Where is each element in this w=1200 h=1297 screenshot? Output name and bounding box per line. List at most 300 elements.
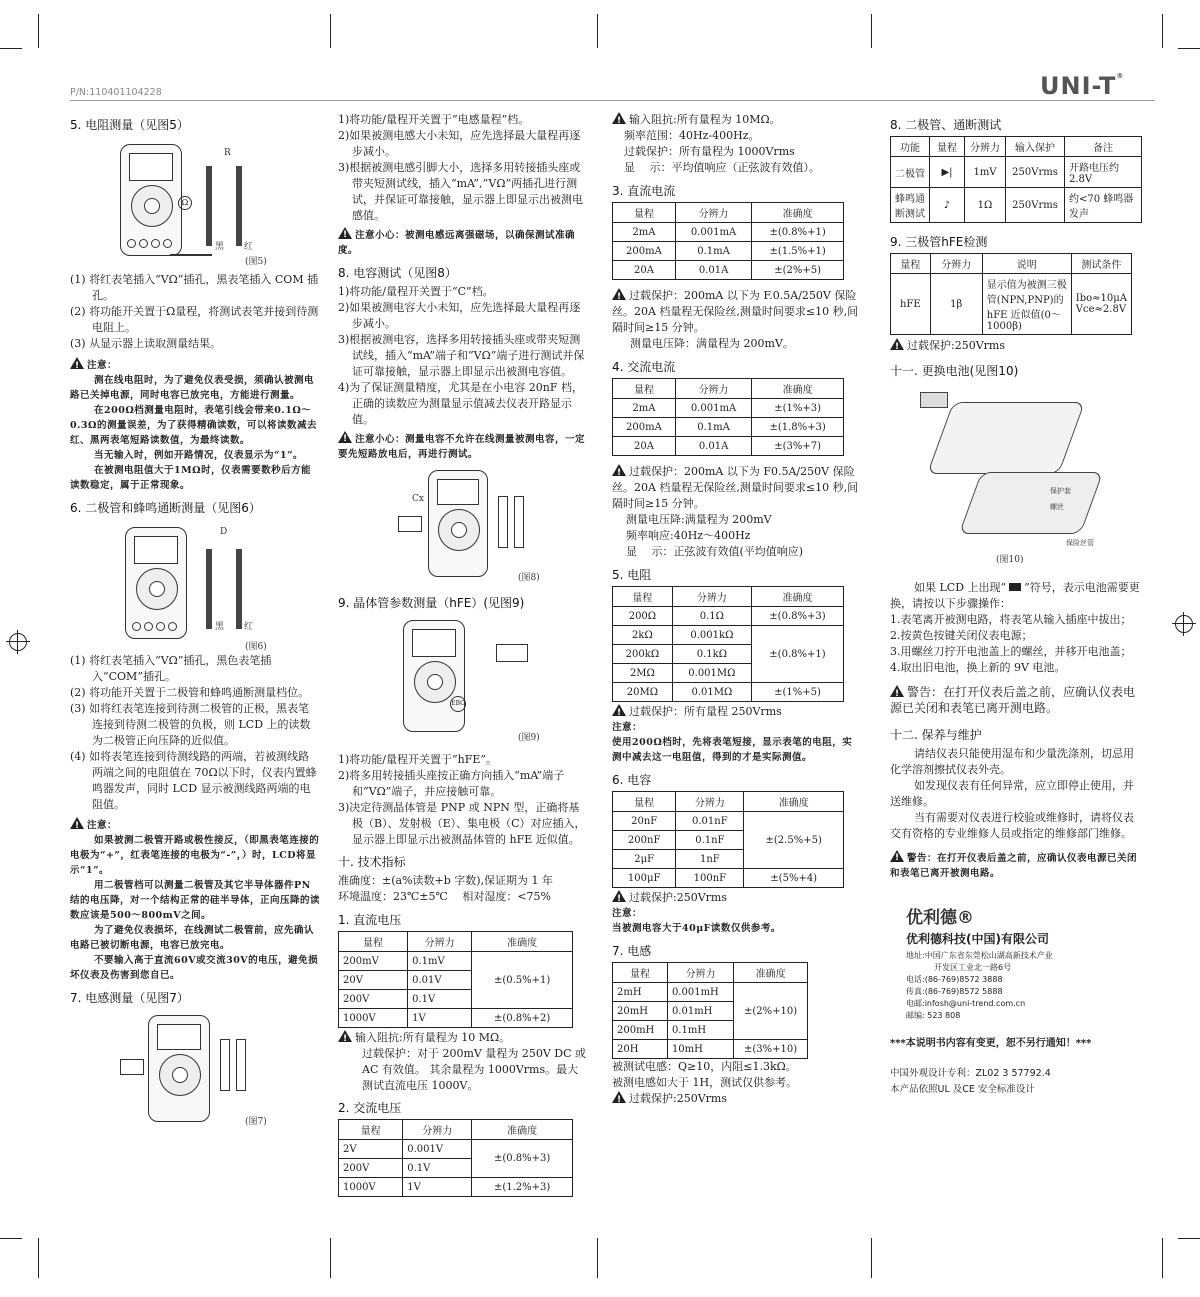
table-cell: 0.01MΩ bbox=[672, 683, 751, 702]
table-cell: 200nF bbox=[613, 831, 676, 850]
s6-step-4: (4) 如将表笔连接到待测线路的两端，若被测线路两端之间的电阻值在 70Ω以下时，仪表内置蜂鸣器发声，同时 LCD 显示被测线路两端的电阻值。 bbox=[70, 750, 317, 811]
table-cell: 100nF bbox=[676, 869, 744, 888]
table-cell: ±(1.8%+3) bbox=[752, 418, 844, 437]
table-cell: 0.01A bbox=[675, 437, 751, 456]
s7-step-1: 1)将功能/量程开关置于“电感量程”档。 bbox=[338, 113, 530, 126]
res-title: 5. 电阻 bbox=[612, 568, 652, 582]
lcd-screen bbox=[134, 536, 178, 564]
column-1 bbox=[70, 112, 320, 1127]
table-cell: 0.1mV bbox=[408, 952, 472, 971]
meter-back-illustration bbox=[959, 472, 1104, 534]
table-header: 量程 bbox=[613, 792, 676, 812]
res-note-2: 使用200Ω档时，先将表笔短接，显示表笔的电阻，实测中减去这一电阻值，得到的才是实际测值。 bbox=[612, 737, 853, 763]
acv-note-3: 过载保护：所有量程为 1000Vrms bbox=[624, 145, 795, 158]
table-cell: 20A bbox=[613, 261, 676, 280]
table-cell: 约<70 蜂鸣器发声 bbox=[1065, 188, 1142, 223]
table-cell: ±(0.8%+3) bbox=[472, 1140, 573, 1178]
table-cell: ±(0.5%+1) bbox=[472, 952, 573, 1009]
diode-symbol-icon: ▶| bbox=[930, 157, 965, 188]
table-cell: 100μF bbox=[613, 869, 676, 888]
patent-number: 中国外观设计专利：ZL02 3 57792.4 bbox=[890, 1068, 1051, 1079]
table-row bbox=[339, 1009, 573, 1028]
black-label: 黑 bbox=[215, 242, 225, 252]
s6-note-3: 为了避免仪表损坏，在线测试二极管前，应先确认电路已被切断电源，电容已放完电。 bbox=[70, 925, 315, 951]
section-11-title: 十一. 更换电池(见图10) bbox=[890, 364, 1019, 378]
figure-8 bbox=[338, 466, 588, 586]
table-header: 分辨力 bbox=[403, 1120, 472, 1140]
black-probe-icon bbox=[206, 166, 212, 246]
hfe-note-text: 过载保护:250Vrms bbox=[907, 339, 1005, 352]
rotary-dial bbox=[159, 1054, 201, 1096]
table-cell: ±(2.5%+5) bbox=[744, 812, 844, 869]
table-cell: 开路电压约 2.8V bbox=[1065, 157, 1142, 188]
table-cell: 1V bbox=[403, 1178, 472, 1197]
s12-warning-text: 警告：在打开仪表后盖之前，应确认仪表电源已关闭和表笔已离开被测电路。 bbox=[890, 853, 1138, 879]
table-row bbox=[613, 242, 844, 261]
adapter-socket-icon bbox=[120, 1059, 144, 1075]
figure-5-caption: (图5) bbox=[245, 257, 267, 267]
table-header: 量程 bbox=[339, 932, 408, 952]
section-6-title: 6. 二极管和蜂鸣通断测量（见图6） bbox=[70, 501, 261, 515]
dcv-note-1-text: 输入阻抗:所有量程为 10 MΩ。 bbox=[355, 1031, 511, 1044]
s11-intro-text-a: 如果 LCD 上出现“ bbox=[914, 581, 1007, 594]
aca-title: 4. 交流电流 bbox=[612, 360, 676, 374]
crop-mark bbox=[871, 14, 872, 48]
table-cell: 2V bbox=[339, 1140, 403, 1159]
table-cell: ±(0.8%+1) bbox=[752, 223, 844, 242]
table-header: 备注 bbox=[1065, 137, 1142, 157]
table-cell: ±(0.8%+3) bbox=[751, 607, 843, 626]
s11-step-2: 2.按黄色按键关闭仪表电源； bbox=[890, 629, 1033, 642]
cx-label: Cx bbox=[412, 494, 424, 504]
table-header: 分辨力 bbox=[675, 203, 751, 223]
warning-icon bbox=[612, 112, 626, 124]
s5-step-1: (1) 将红表笔插入“VΩ”插孔，黑表笔插入 COM 插孔。 bbox=[70, 273, 319, 302]
s7-step-2: 2)如果被测电感大小未知，应先选择最大量程再逐步减小。 bbox=[338, 129, 581, 158]
buzzer-symbol-icon: ♪ bbox=[930, 188, 965, 223]
s5-step-2: (2) 将功能开关置于Ω量程，将测试表笔并接到待测电阻上。 bbox=[70, 305, 319, 334]
table-header: 准确度 bbox=[472, 1120, 573, 1140]
table-row bbox=[613, 626, 844, 645]
table-row bbox=[613, 683, 844, 702]
registration-mark bbox=[1172, 612, 1196, 636]
multimeter-illustration bbox=[148, 1015, 210, 1122]
dca-note-1 bbox=[612, 288, 862, 336]
crop-mark bbox=[330, 1238, 331, 1278]
table-header: 分辨力 bbox=[408, 932, 472, 952]
accuracy-spec: 准确度：±(a%读数+b 字数),保证期为 1 年 bbox=[338, 874, 554, 887]
table-cell: 200V bbox=[339, 1159, 403, 1178]
table-cell: 2mH bbox=[613, 983, 668, 1002]
table-cell: 20mH bbox=[613, 1002, 668, 1021]
dca-title: 3. 直流电流 bbox=[612, 184, 676, 198]
aca-note-3: 频率响应:40Hz～400Hz bbox=[626, 529, 751, 542]
ind-title: 7. 电感 bbox=[612, 944, 652, 958]
res-note-1 bbox=[612, 704, 862, 720]
adapter-socket-icon bbox=[496, 644, 528, 662]
table-header-row bbox=[613, 379, 844, 399]
figure-6 bbox=[70, 519, 320, 652]
table-cell: 1Ω bbox=[965, 188, 1006, 223]
red-probe-icon bbox=[236, 549, 242, 629]
figure-7-caption: (图7) bbox=[245, 1117, 267, 1127]
header-rule bbox=[70, 100, 1155, 101]
s8-step-1: 1)将功能/量程开关置于“C”档。 bbox=[338, 285, 494, 298]
s9-step-3: 3)决定待测晶体管是 PNP 或 NPN 型，正确将基极（B）、发射极（E）、集电极（C）对应插入，显示器上即显示出被测晶体管的 hFE 近似值。 bbox=[338, 801, 586, 846]
table-cell: 1000V bbox=[339, 1009, 408, 1028]
warning-icon bbox=[338, 227, 352, 239]
crop-mark bbox=[1178, 48, 1200, 49]
s7-caution bbox=[338, 227, 588, 258]
ind-table bbox=[612, 962, 808, 1059]
alligator-clip-icon bbox=[236, 1039, 246, 1091]
crop-mark bbox=[597, 1238, 598, 1278]
section-8-title: 8. 电容测试（见图8） bbox=[338, 266, 457, 280]
s8-step-3: 3)根据被测电容，选择多用转接插头座或带夹短测试线，插入“mA”端子和“VΩ”端子进行测试并保证可靠接触，显示器上即显示出被测电容值。 bbox=[338, 333, 585, 378]
multimeter-illustration bbox=[125, 527, 187, 639]
adapter-socket-icon bbox=[398, 516, 422, 532]
alligator-clip-icon bbox=[220, 1039, 230, 1091]
warning-icon bbox=[70, 817, 84, 829]
s11-warning-text: 警告：在打开仪表后盖之前，应确认仪表电源已关闭和表笔已离开测电路。 bbox=[890, 685, 1136, 715]
table-row bbox=[613, 418, 844, 437]
company-fax: 传真:(86-769)8572 5888 bbox=[906, 987, 1003, 996]
table-row bbox=[891, 157, 1142, 188]
s11-step-3: 3.用螺丝刀拧开电池盖上的螺丝，并移开电池盖； bbox=[890, 645, 1132, 658]
warning-icon bbox=[890, 685, 904, 697]
cap-note-1 bbox=[612, 890, 862, 906]
cap-note-1-text: 过载保护:250Vrms bbox=[629, 891, 727, 904]
table-cell: ±(5%+4) bbox=[744, 869, 844, 888]
aca-note-2: 测量电压降:满量程为 200mV bbox=[626, 513, 772, 526]
resistor-label: R bbox=[224, 148, 231, 158]
table-cell: ±(1%+3) bbox=[752, 399, 844, 418]
crop-mark bbox=[38, 1238, 39, 1278]
company-email: 电邮:infosh@uni-trend.com.cn bbox=[906, 999, 1026, 1008]
column-3 bbox=[612, 112, 862, 1107]
column-2 bbox=[338, 112, 588, 1197]
crop-mark bbox=[1178, 1238, 1200, 1239]
warning-icon bbox=[338, 431, 352, 443]
aca-table bbox=[612, 378, 844, 456]
table-cell: ±(1.2%+3) bbox=[472, 1178, 573, 1197]
table-header-row bbox=[613, 203, 844, 223]
table-cell: ±(2%+5) bbox=[752, 261, 844, 280]
table-header: 准确度 bbox=[752, 203, 844, 223]
table-cell: ±(0.8%+2) bbox=[472, 1009, 573, 1028]
crop-mark bbox=[1162, 1238, 1163, 1278]
fuse-label: 保险丝管 bbox=[1066, 539, 1094, 547]
diode-title: 8. 二极管、通断测试 bbox=[890, 118, 1002, 132]
figure-9-caption: (图9) bbox=[518, 733, 540, 743]
s11-step-1: 1.表笔离开被测电路，将表笔从输入插座中拔出； bbox=[890, 613, 1132, 626]
protective-cover-label: 保护套 bbox=[1050, 487, 1071, 495]
figure-5 bbox=[70, 136, 320, 266]
note-label: 注意： bbox=[87, 360, 118, 371]
alligator-clip-icon bbox=[514, 496, 524, 548]
lcd-screen bbox=[412, 629, 456, 657]
s5-step-3: (3) 从显示器上读取测量结果。 bbox=[70, 337, 222, 350]
red-label: 红 bbox=[244, 242, 254, 252]
alligator-clip-icon bbox=[498, 496, 508, 548]
table-header: 功能 bbox=[891, 137, 930, 157]
brand-logo bbox=[1040, 72, 1124, 100]
dcv-table bbox=[338, 931, 573, 1028]
crop-mark bbox=[0, 48, 22, 49]
s11-intro-text-b: ”符号，表示电池需要更换，请按以下步骤操作： bbox=[890, 581, 1140, 610]
s12-para-1: 请结仪表只能使用湿布和少量洗涤剂，切忌用化学溶剂擦拭仪表外壳。 bbox=[890, 747, 1134, 776]
table-row bbox=[613, 1040, 808, 1059]
company-zip: 邮编: 523 808 bbox=[906, 1011, 961, 1020]
table-cell: 0.001mA bbox=[675, 399, 751, 418]
table-header: 量程 bbox=[613, 963, 668, 983]
dca-note-1-text: 过载保护：200mA 以下为 F.0.5A/250V 保险丝。20A 档量程无保险丝,测量时间要求≤10 秒,间隔时间≥15 分钟。 bbox=[612, 289, 859, 334]
table-cell: 蜂鸣通断测试 bbox=[891, 188, 930, 223]
table-row bbox=[339, 1178, 573, 1197]
table-header: 分辨力 bbox=[675, 379, 751, 399]
rotary-dial bbox=[438, 509, 480, 551]
s12-para-3: 当有需要对仪表进行校验或维修时，请将仪表交有资格的专业维修人员或指定的维修部门维修。 bbox=[890, 811, 1134, 840]
table-row bbox=[891, 274, 1132, 335]
figure-8-caption: (图8) bbox=[518, 573, 540, 583]
table-cell: ±(1.5%+1) bbox=[752, 242, 844, 261]
table-cell: 200kΩ bbox=[613, 645, 673, 664]
s12-warning bbox=[890, 850, 1140, 881]
table-header: 分辨力 bbox=[676, 792, 744, 812]
s5-note-3: 当无输入时，例如开路情况，仪表显示为“1”。 bbox=[94, 450, 304, 461]
table-cell: 200mA bbox=[613, 418, 676, 437]
table-header: 量程 bbox=[613, 379, 676, 399]
table-cell: 1V bbox=[408, 1009, 472, 1028]
s6-step-2: (2) 将功能开关置于二极管和蜂鸣通断测量档位。 bbox=[70, 686, 310, 699]
dca-table bbox=[612, 202, 844, 280]
warning-icon bbox=[890, 338, 904, 350]
crop-mark bbox=[330, 14, 331, 48]
column-4 bbox=[890, 112, 1140, 1095]
table-row bbox=[339, 952, 573, 971]
company-logo: 优利德® bbox=[906, 908, 974, 928]
dcv-note-1 bbox=[338, 1030, 588, 1046]
table-cell: 200mV bbox=[339, 952, 408, 971]
multimeter-illustration bbox=[428, 470, 488, 577]
diode-label: D bbox=[220, 527, 228, 537]
lcd-screen bbox=[437, 479, 479, 505]
red-probe-icon bbox=[236, 166, 242, 246]
table-cell: 200V bbox=[339, 990, 408, 1009]
part-number: P/N:110401104228 bbox=[70, 87, 162, 98]
table-cell: 20nF bbox=[613, 812, 676, 831]
acv-note-4: 显 示：平均值响应（正弦波有效值）。 bbox=[624, 161, 820, 174]
table-cell: 0.1mA bbox=[675, 242, 751, 261]
red-label: 红 bbox=[244, 622, 254, 632]
warning-icon bbox=[338, 1030, 352, 1042]
table-cell: 0.1V bbox=[408, 990, 472, 1009]
safety-standard: 本产品依照UL 及CE 安全标准设计 bbox=[890, 1084, 1035, 1095]
warning-icon bbox=[612, 464, 626, 476]
aca-note-4: 显 示：正弦波有效值(平均值响应) bbox=[626, 545, 804, 558]
table-header-row bbox=[613, 963, 808, 983]
crop-mark bbox=[871, 1238, 872, 1278]
acv-title: 2. 交流电压 bbox=[338, 1101, 402, 1115]
table-cell: 0.1V bbox=[403, 1159, 472, 1178]
table-row bbox=[613, 812, 844, 831]
s7-step-3: 3)根据被测电感引脚大小，选择多用转接插头座或带夹短测试线，插入“mA”,“VΩ”两插孔进行测试，并保证可靠接触，显示器上即显示出被测电感值。 bbox=[338, 161, 583, 222]
table-header-row bbox=[339, 932, 573, 952]
table-cell: 250Vrms bbox=[1006, 188, 1065, 223]
warning-icon bbox=[70, 357, 84, 369]
rotary-dial bbox=[414, 661, 456, 703]
table-row bbox=[613, 607, 844, 626]
table-cell: ±(3%+7) bbox=[752, 437, 844, 456]
table-header: 分辨力 bbox=[965, 137, 1006, 157]
company-tel: 电话:(86-769)8572 3888 bbox=[906, 975, 1003, 984]
table-cell: 0.01mH bbox=[667, 1002, 733, 1021]
s5-note-4: 在被测电阻值大于1MΩ时，仪表需要数秒后方能读数稳定，属于正常现象。 bbox=[70, 465, 312, 491]
table-cell: 20H bbox=[613, 1040, 668, 1059]
table-cell: ±(2%+10) bbox=[734, 983, 808, 1040]
lcd-screen bbox=[129, 153, 173, 181]
table-cell: 20A bbox=[613, 437, 676, 456]
battery-icon bbox=[1009, 583, 1021, 591]
table-cell: 0.01V bbox=[408, 971, 472, 990]
figure-10 bbox=[890, 382, 1140, 565]
table-cell: 200mA bbox=[613, 242, 676, 261]
cap-table bbox=[612, 791, 844, 888]
table-cell: ±(3%+10) bbox=[734, 1040, 808, 1059]
warning-icon bbox=[890, 850, 904, 862]
table-cell: 10mH bbox=[667, 1040, 733, 1059]
table-header-row bbox=[891, 137, 1142, 157]
transistor-socket-icon: EBC bbox=[450, 696, 466, 712]
table-row bbox=[613, 983, 808, 1002]
table-cell: 0.1Ω bbox=[672, 607, 751, 626]
table-header-row bbox=[613, 587, 844, 607]
table-cell: 2mA bbox=[613, 399, 676, 418]
table-cell: 0.01A bbox=[675, 261, 751, 280]
table-row bbox=[613, 261, 844, 280]
s6-step-3: (3) 如将红表笔连接到待测二极管的正极，黑表笔连接到待测二极管的负极，则 LCD 上的读数为二极管正向压降的近似值。 bbox=[70, 702, 311, 747]
section-10-title: 十. 技术指标 bbox=[338, 855, 406, 869]
table-header: 分辨力 bbox=[930, 254, 982, 274]
res-table bbox=[612, 586, 844, 702]
table-cell: hFE bbox=[891, 274, 931, 335]
table-cell: 200Ω bbox=[613, 607, 673, 626]
crop-mark bbox=[597, 14, 598, 48]
table-header-row bbox=[891, 254, 1132, 274]
table-header: 测试条件 bbox=[1071, 254, 1131, 274]
battery-cover-illustration bbox=[927, 402, 1085, 474]
company-address-2: 开发区工业北一路6号 bbox=[934, 963, 1012, 972]
section-5-title: 5. 电阻测量（见图5） bbox=[70, 118, 189, 132]
warning-icon bbox=[612, 704, 626, 716]
s5-note-1: 测在线电阻时，为了避免仪表受损，须确认被测电路已关掉电源，同时电容已放完电，方能进行测量。 bbox=[70, 375, 315, 401]
table-header: 量程 bbox=[891, 254, 931, 274]
table-header: 准确度 bbox=[744, 792, 844, 812]
res-note-1-text: 过载保护：所有量程 250Vrms bbox=[629, 705, 782, 718]
s6-step-1: (1) 将红表笔插入“VΩ”插孔，黑色表笔插入“COM”插孔。 bbox=[70, 654, 272, 683]
table-cell: 1000V bbox=[339, 1178, 403, 1197]
figure-6-caption: (图6) bbox=[245, 642, 267, 652]
lcd-screen bbox=[157, 1024, 201, 1050]
probe-wire bbox=[170, 254, 212, 256]
battery-icon bbox=[920, 392, 948, 408]
ohm-icon: Ω bbox=[178, 196, 192, 210]
table-cell: 20V bbox=[339, 971, 408, 990]
table-header: 分辨力 bbox=[672, 587, 751, 607]
acv-note-1 bbox=[612, 112, 862, 128]
s8-caution-text: 注意小心：测量电容不允许在线测量被测电容，一定要先短路放电后，再进行测试。 bbox=[338, 434, 586, 460]
screw-label: 螺丝 bbox=[1050, 503, 1064, 511]
table-cell: 0.01nF bbox=[676, 812, 744, 831]
ind-note-2: 被测电感如大于 1H，测试仅供参考。 bbox=[612, 1076, 798, 1089]
section-9-title: 9. 晶体管参数测量（hFE）(见图9) bbox=[338, 596, 525, 610]
table-header: 说明 bbox=[982, 254, 1071, 274]
registration-mark bbox=[6, 630, 30, 654]
ind-note-1: 被测试电感：Q≥10，内阻≤1.3kΩ。 bbox=[612, 1060, 797, 1073]
diode-table bbox=[890, 136, 1142, 223]
table-cell: 2mA bbox=[613, 223, 676, 242]
table-header: 量程 bbox=[339, 1120, 403, 1140]
table-cell: 1mV bbox=[965, 157, 1006, 188]
table-row bbox=[613, 869, 844, 888]
table-header-row bbox=[339, 1120, 573, 1140]
ind-note-3 bbox=[612, 1091, 862, 1107]
s6-note-2: 用二极管档可以测量二极管及其它半导体器件PN结的电压降，对一个结构正常的硅半导体，正向压降的读数应该是500～800mV之间。 bbox=[70, 880, 321, 921]
warning-icon bbox=[612, 288, 626, 300]
s6-note-heading bbox=[70, 817, 320, 833]
hfe-table bbox=[890, 253, 1132, 335]
brand-logo-text: UNI-T bbox=[1040, 72, 1117, 100]
brand-registered-mark: ® bbox=[1116, 72, 1125, 80]
table-cell: ±(1%+5) bbox=[751, 683, 843, 702]
table-cell: 0.001V bbox=[403, 1140, 472, 1159]
s5-note-heading bbox=[70, 357, 320, 373]
table-cell: 0.001kΩ bbox=[672, 626, 751, 645]
s6-note-1: 如果被测二极管开路或极性接反，（即黑表笔连接的电极为“+”，红表笔连接的电极为“-”，）时，LCD将显示“1”。 bbox=[70, 835, 320, 876]
hfe-note bbox=[890, 338, 1140, 354]
note-label: 注意： bbox=[87, 820, 118, 831]
s5-note-2: 在200Ω档测量电阻时，表笔引线会带来0.1Ω～0.3Ω的测量误差，为了获得精确读数，可以将读数减去红、黑两表笔短路读数值，为最终读数。 bbox=[70, 405, 317, 446]
table-cell: 200mH bbox=[613, 1021, 668, 1040]
dca-note-2: 测量电压降：满量程为 200mV。 bbox=[630, 337, 794, 350]
s7-caution-text: 注意小心：被测电感远离强磁场，以确保测试准确度。 bbox=[338, 230, 576, 256]
s8-step-4: 4)为了保证测量精度，尤其是在小电容 20nF 档，正确的读数应为测量显示值减去仪表开路显示值。 bbox=[338, 381, 583, 426]
table-cell: 0.1mA bbox=[675, 418, 751, 437]
acv-note-2: 频率范围：40Hz-400Hz。 bbox=[624, 129, 760, 142]
environment-spec: 环境温度：23℃±5℃ 相对湿度：<75% bbox=[338, 890, 551, 903]
warning-icon bbox=[612, 890, 626, 902]
ind-note-3-text: 过载保护:250Vrms bbox=[629, 1092, 727, 1105]
cap-note-2: 当被测电容大于40μF读数仅供参考。 bbox=[612, 923, 781, 934]
table-cell: 0.001MΩ bbox=[672, 664, 751, 683]
table-cell: 显示值为被测三极管(NPN,PNP)的 hFE 近似值(0～1000β) bbox=[982, 274, 1071, 335]
s11-intro bbox=[890, 580, 1140, 612]
section-7-title: 7. 电感测量（见图7） bbox=[70, 991, 189, 1005]
company-block bbox=[890, 903, 1140, 1022]
table-row bbox=[613, 399, 844, 418]
table-header: 准确度 bbox=[752, 379, 844, 399]
table-header: 准确度 bbox=[472, 932, 573, 952]
s12-para-2: 如发现仪表有任何异常，应立即停止使用，并送维修。 bbox=[890, 779, 1134, 808]
s8-step-2: 2)如果被测电容大小未知，应先选择最大量程再逐步减小。 bbox=[338, 301, 581, 330]
table-cell: 250Vrms bbox=[1006, 157, 1065, 188]
black-label: 黑 bbox=[215, 622, 225, 632]
hfe-title: 9. 三极管hFE检测 bbox=[890, 235, 988, 249]
s6-note-4: 不要输入高于直流60V或交流30V的电压，避免损坏仪表及伤害到您自已。 bbox=[70, 955, 319, 981]
s9-step-2: 2)将多用转接插头座按正确方向插入“mA”端子和“VΩ”端子，并应接触可靠。 bbox=[338, 769, 565, 798]
table-row bbox=[891, 188, 1142, 223]
table-cell: 1β bbox=[930, 274, 982, 335]
